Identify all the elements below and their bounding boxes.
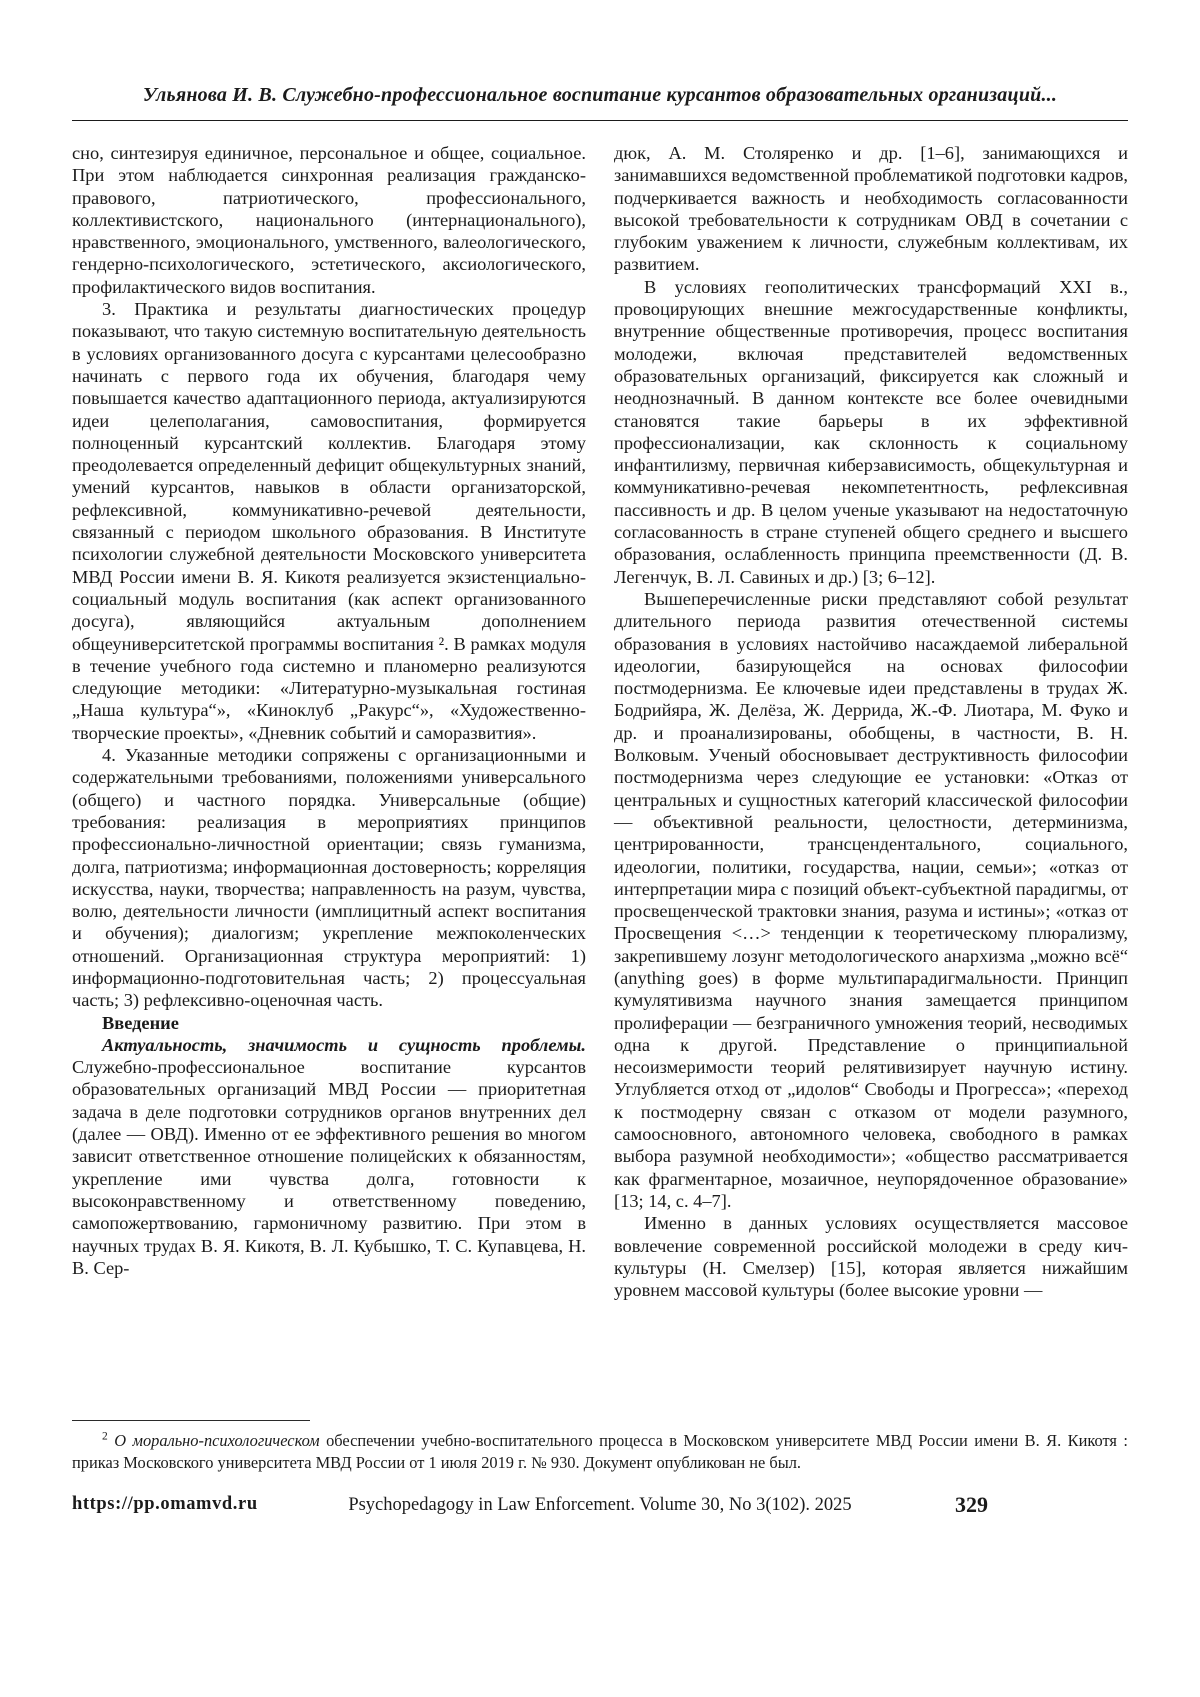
left-column bbox=[72, 142, 586, 1418]
right-column bbox=[614, 142, 1128, 1418]
paragraph-item-4: 4. Указанные методики сопряжены с организационными и содержательными требованиями, положениями универсального (общего) и частного порядка. Универсальные (общие) требования: реализация в мероприятиях принципов профессионально-личностной ориентации; связь гуманизма, долга, патриотизма; информационная достоверность; корреляция искусства, науки, творчества; направленность на разум, чувства, волю, деятельности личности (имплицитный аспект воспитания и обучения); диалогизм; укрепление межпоколенческих отношений. Организационная структура мероприятий: 1) информационно-подготовительная часть; 2) процессуальная часть; 3) рефлексивно-оценочная часть. bbox=[72, 745, 586, 1011]
section-heading-introduction: Введение bbox=[102, 1012, 179, 1033]
journal-citation: Psychopedagogy in Law Enforcement. Volume 30, No 3(102). 2025 bbox=[348, 1495, 852, 1515]
paragraph-item-3: 3. Практика и результаты диагностических процедур показывают, что такую системную воспитательную деятельность в условиях организованного досуга с курсантами целесообразно начинать с первого года их обучения, благодаря чему повышается качество адаптационного периода, актуализируются идеи целеполагания, самовоспитания, формируется полноценный курсантский коллектив. Благодаря этому преодолевается определенный дефицит общекультурных знаний, умений курсантов, навыков в области организаторской, рефлексивной, коммуникативно-речевой деятельности, связанный с периодом школьного образования. В Институте психологии служебной деятельности Московского университета МВД России имени В. Я. Кикотя реализуется экзистенциально-социальный модуль воспитания (как аспект организованного досуга), являющийся актуальным дополнением общеуниверситетской программы воспитания ². В рамках модуля в течение учебного года системно и планомерно реализуются следующие методики: «Литературно-музыкальная гостиная „Наша культура“», «Киноклуб „Ракурс“», «Художественно-творческие проекты», «Дневник событий и саморазвития». bbox=[72, 299, 586, 743]
footnote-body: обеспечении учебно-воспитательного процесса в Московском университете МВД России имени В. Я. Кикотя : приказ Московского университета МВД России от 1 июля 2019 г. № 930. Документ опубликован не был. bbox=[72, 1431, 1128, 1472]
paragraph-geopolitics: В условиях геополитических трансформаций XXI в., провоцирующих внешние межгосударственные конфликты, внутренние общественные противоречия, процесс воспитания молодежи, включая представителей ведомственных образовательных организаций, фиксируется как сложный и неоднозначный. В данном контексте все более очевидными становятся такие барьеры в их эффективной профессионализации, как склонность к социальному инфантилизму, первичная киберзависимость, общекультурная и коммуникативно-речевая некомпетентность, рефлексивная пассивность и др. В целом ученые указывают на недостаточную согласованность в стране ступеней общего среднего и высшего образования, ослабленность принципа преемственности (Д. В. Легенчук, В. Л. Савиных и др.) [3; 6–12]. bbox=[614, 276, 1128, 587]
paragraph-kitsch-culture: Именно в данных условиях осуществляется массовое вовлечение современной российской молодежи в среду кич-культуры (Н. Смелзер) [15], которая является нижайшим уровнем массовой культуры (более высокие уровни — bbox=[614, 1213, 1128, 1301]
paragraph-text: Служебно-профессиональное воспитание курсантов образовательных организаций МВД России — приоритетная задача в деле подготовки сотрудников органов внутренних дел (далее — ОВД). Именно от ее эффективного решения во многом зависит ответственное отношение полицейских к обязанностям, укрепление ими чувства долга, готовности к высоконравственному и ответственному поведению, самопожертвованию, гармоничному развитию. При этом в научных трудах В. Я. Кикотя, В. Л. Кубышко, Т. С. Купавцева, Н. В. Сер- bbox=[72, 1057, 586, 1278]
footnote-lead: О морально-психологическом bbox=[114, 1431, 320, 1450]
paragraph-postmodernism: Вышеперечисленные риски представляют собой результат длительного периода развития отечественной системы образования в условиях настойчиво насаждаемой либеральной идеологии, базирующейся на основах философии постмодернизма. Ее ключевые идеи представлены в трудах Ж. Бодрийяра, Ж. Делёза, Ж. Деррида, Ж.-Ф. Лиотара, М. Фуко и др. и проанализированы, обобщены, в частности, В. Н. Волковым. Ученый обосновывает деструктивность философии постмодернизма через следующие ее установки: «Отказ от центральных и сущностных категорий классической философии — объективной реальности, целостности, детерминизма, центрированности, трансцендентального, социального, идеологии, политики, государства, нации, семьи»; «отказ от интерпретации мира с позиций объект-субъектной парадигмы, от просвещенческой трактовки знания, разума и истины»; «отказ от Просвещения <…> тенденции к теоретическому плюрализму, закрепившему лозунг методологического анархизма „можно всё“ (anything goes) в форме мультипарадигмальности. Принцип кумулятивизма научного знания замещается принципом пролиферации — безграничного умножения теорий, несводимых одна к другой. Представление о принципиальной несоизмеримости теорий релятивизирует научную истину. Углубляется отход от „идолов“ Свободы и Прогресса»; «переход к постмодерну связан с отказом от модели разумного, самоосновного, автономного человека, свободного в рамках выбора разумной необходимости»; «общество рассматривается как фрагментарное, мозаичное, неупорядоченное образование» [13; 14, с. 4–7]. bbox=[614, 588, 1128, 1211]
paragraph-continuation: дюк, А. М. Столяренко и др. [1–6], занимающихся и занимавшихся ведомственной проблематикой подготовки кадров, подчеркивается важность и необходимость согласованности высокой требовательности к сотрудникам ОВД в сочетании с глубоким уважением к личности, служебным коллективам, их развитием. bbox=[614, 143, 1128, 275]
footnote-divider bbox=[72, 1420, 310, 1421]
footnote-text bbox=[72, 1430, 1128, 1474]
paragraph-continuation: сно, синтезируя единичное, персональное и общее, социальное. При этом наблюдается синхронная реализация гражданско-правового, патриотического, профессионального, коллективистского, национального (интернационального), нравственного, эмоционального, умственного, валеологического, гендерно-психологического, эстетического, аксиологического, профилактического видов воспитания. bbox=[72, 143, 586, 297]
footnote-marker: 2 bbox=[102, 1430, 108, 1443]
running-header bbox=[72, 84, 1128, 121]
journal-url-link[interactable]: https://pp.omamvd.ru bbox=[72, 1494, 258, 1514]
footnote-block bbox=[72, 1420, 1128, 1474]
paragraph-introduction bbox=[72, 1034, 586, 1279]
page-number: 329 bbox=[955, 1492, 988, 1517]
paragraph-lead-in: Актуальность, значимость и сущность проблемы. bbox=[102, 1034, 586, 1055]
article-body bbox=[72, 142, 1128, 1418]
page-footer bbox=[72, 1492, 1128, 1522]
running-header-title: Ульянова И. В. Служебно-профессиональное воспитание курсантов образовательных организаций... bbox=[142, 84, 1058, 106]
